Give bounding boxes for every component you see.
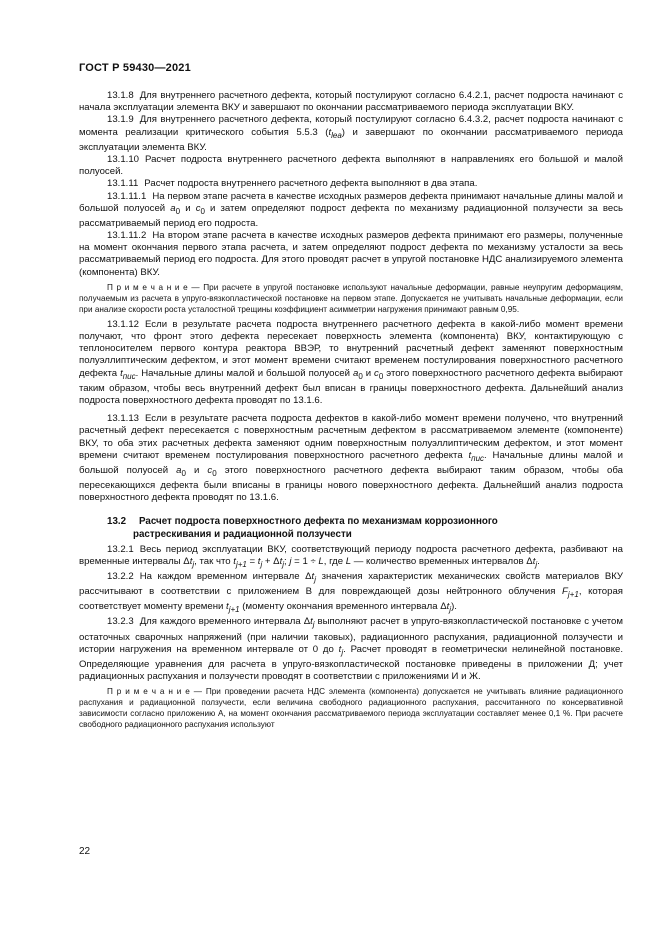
note-2 [79, 686, 623, 730]
paragraph-13-1-9 [79, 114, 623, 154]
clause-number: 13.1.10 [107, 153, 140, 165]
symbol-subscript: lea [331, 130, 342, 140]
clause-number: 13.1.11 [107, 178, 139, 190]
symbol-subscript: j+1 [228, 605, 240, 615]
symbol: t [226, 601, 229, 613]
paragraph-text: Для внутреннего расчетного дефекта, который постулируют согласно 6.4.2.1, расчет подроста начинают с начала эксплуатации элемента ВКУ и завершают по окончании рассматриваемого периода эксплуатации ВКУ. [79, 90, 623, 114]
paragraph-13-1-10 [79, 154, 623, 178]
symbol: t [233, 556, 236, 568]
paragraph-text: На каждом временном интервале Δ [139, 571, 312, 583]
symbol: t [279, 556, 283, 568]
paragraph-text: Если в результате расчета подроста дефектов в какой-либо момент времени получено, что внутренний расчетный дефект пересекается с поверхностным расчетным дефектом в рассматриваемом элементе (компоненте) ВКУ, то оба этих расчетных дефекта заменяют одним поверхностным полуэллиптическим дефектом, и этот момент времени считают временем постулирования поверхностного расчетного дефекта [79, 413, 623, 461]
paragraph-13-2-1 [79, 544, 623, 571]
symbol: c [195, 202, 201, 214]
paragraph-text: = [246, 556, 258, 568]
symbol: t [446, 601, 450, 613]
paragraph-text: (моменту окончания временного интервала Δ [239, 601, 447, 613]
symbol: F [562, 586, 568, 598]
symbol: c [374, 367, 379, 379]
paragraph-text: — количество временных интервалов Δ [351, 556, 533, 568]
paragraph-text: . Расчет проводят в геометрически нелинейной постановке. Определяющие уравнения для расчета в упруго-вязкопластической постановке приведены в приложении Д; учет радиационных распухания и ползучести проводят в соответствии с приложениями И и Ж. [79, 643, 623, 683]
clause-number: 13.1.9 [107, 114, 134, 126]
paragraph-text: Весь период эксплуатации ВКУ, соответствующий периоду подроста расчетного дефекта, разбивают на временные интервалы Δ [79, 543, 623, 568]
note-label: П р и м е ч а н и е [107, 282, 188, 292]
paragraph-text: и [362, 367, 375, 379]
symbol: L [345, 556, 352, 568]
paragraph-text: ; [284, 556, 290, 568]
paragraph-text: , где [323, 556, 346, 568]
paragraph-text: ). [451, 601, 457, 613]
symbol: t [257, 556, 261, 568]
symbol-subscript: 0 [181, 468, 186, 478]
clause-number: 13.2.3 [107, 616, 134, 628]
symbol-subscript: 0 [200, 206, 205, 216]
symbol: L [318, 556, 324, 568]
paragraph-text: выполняют расчет в упруго-вязкопластической постановке с учетом остаточных сварочных напряжений (при наличии таковых), радиационного распухания, радиационной ползучести и истории нагружения на временном интервале от 0 до [79, 616, 623, 655]
symbol: t [311, 571, 315, 583]
paragraph-text: = 1 ÷ [291, 556, 319, 568]
symbol: a [176, 464, 182, 476]
clause-number: 13.2.2 [107, 571, 134, 583]
symbol-subscript: j [282, 559, 285, 569]
paragraph-text: Для каждого временного интервала Δ [139, 616, 311, 628]
note-text: — При проведении расчета НДС элемента (компонента) допускается не учитывать влияние радиационного распухания и радиационной ползучести, если величина свободного радиационного распухания, рассчитанного по консервативной зависимости согласно приложению А, на момент окончания рассматриваемого периода эксплуатации составляет менее 0,1 %. При расчете свободного радиационного распухания используют [79, 687, 624, 730]
symbol-subscript: j [535, 559, 538, 569]
paragraph-13-2-3 [79, 616, 623, 683]
paragraph-13-1-8 [79, 90, 623, 114]
symbol-subscript: 0 [358, 371, 363, 381]
symbol-subscript: пис [122, 371, 136, 381]
symbol: t [328, 126, 332, 138]
note-label: П р и м е ч а н и е [107, 687, 190, 697]
symbol: a [170, 202, 176, 214]
paragraph-text: этого поверхностного расчетного дефекта выбирают таким образом, чтобы весь внутренний дефект был вписан в границы поверхностного дефекта. Дальнейший анализ подроста поверхностного дефекта проводят по 13.1.6. [79, 367, 623, 406]
page-body [79, 90, 623, 734]
symbol-subscript: 0 [212, 468, 217, 478]
paragraph-text: Расчет подроста внутреннего расчетного дефекта выполняют в направлениях его большой и малой полуосей. [79, 153, 623, 178]
document-header: ГОСТ Р 59430—2021 [79, 62, 191, 74]
symbol-subscript: j+1 [235, 559, 247, 569]
symbol-subscript: j [449, 605, 452, 615]
symbol: t [189, 556, 193, 568]
clause-number: 13.2.1 [107, 543, 134, 555]
paragraph-text: , так что [194, 556, 234, 568]
symbol-subscript: пис [471, 453, 485, 463]
paragraph-13-1-11-1 [79, 191, 623, 231]
symbol: j [289, 556, 292, 568]
paragraph-13-1-11 [79, 178, 623, 190]
paragraph-text: Расчет подроста внутреннего расчетного дефекта выполняют в два этапа. [144, 178, 478, 190]
clause-number: 13.1.12 [107, 318, 140, 330]
symbol: t [120, 367, 123, 379]
symbol: t [338, 643, 342, 655]
paragraph-text: и [185, 464, 208, 476]
paragraph-13-1-11-2 [79, 230, 623, 279]
paragraph-text: ) и завершают по окончании рассматриваемого периода эксплуатации элемента ВКУ. [79, 126, 623, 153]
paragraph-text: и [180, 202, 196, 214]
paragraph-text: этого поверхностного расчетного дефекта выбирают таким образом, чтобы оба пересекающихся дефекта были вписаны в границы нового поверхностного дефекта. Дальнейший анализ подроста поверхностного дефекта проводят по 13.1.6. [79, 464, 624, 504]
paragraph-text: , которая соответствует моменту времени [79, 586, 624, 613]
paragraph-text: . [537, 556, 540, 568]
symbol-subscript: 0 [378, 371, 384, 381]
clause-number: 13.1.11.2 [107, 230, 147, 242]
paragraph-13-1-13 [79, 413, 623, 504]
symbol: a [352, 367, 359, 379]
paragraph-text: Для внутреннего расчетного дефекта, который постулируют согласно 6.4.3.2, расчет подроста начинают с момента реализации критического события 5.5.3 ( [79, 114, 623, 138]
clause-number: 13.1.13 [107, 413, 140, 425]
paragraph-text: + Δ [262, 556, 280, 568]
note-1 [79, 282, 623, 315]
page-number: 22 [79, 846, 91, 857]
paragraph-text: значения характеристик механических свойств материалов ВКУ рассчитывают в соответствии с приложением В для повреждающей дозы нейтронного облучения [79, 571, 624, 598]
symbol-subscript: j [260, 559, 263, 569]
symbol-subscript: j+1 [567, 590, 579, 600]
paragraph-text: . Начальные длины малой и большой полуосей [79, 449, 623, 476]
symbol: t [468, 449, 472, 461]
clause-number: 13.1.11.1 [107, 190, 147, 202]
section-title-line2: растрескивания и радиационной ползучести [133, 528, 352, 540]
paragraph-text: и затем определяют подрост дефекта по механизму радиационной ползучести за весь рассматриваемый период его подроста. [79, 202, 623, 229]
note-text: — При расчете в упругой постановке используют начальные деформации, равные неупругим деформациям, получаемым из расчета в упруго-вязкопластической постановке на первом этапе. Допускается не учитывать начальные деформации, если при анализе скорости роста усталостной трещины коэффициент асимметрии нагружения принимают равным 0,95. [79, 282, 623, 314]
paragraph-text: Если в результате расчета подроста внутреннего расчетного дефекта в какой-либо момент времени получают, что фронт этого дефекта пересекает поверхность элемента (компонента) ВКУ, контактирующую с теплоносителем первого контура реактора ВВЭР, то внутренний расчетный дефект заменяют поверхностным полуэллиптическим дефектом, и этот момент времени считают временем постулирования поверхностного расчетного дефекта [79, 318, 623, 379]
symbol-subscript: j [314, 575, 316, 585]
symbol-subscript: j [192, 559, 195, 569]
paragraph-13-2-2 [79, 571, 623, 616]
paragraph-text: На первом этапе расчета в качестве исходных размеров дефекта принимают начальные длины малой и большой полуосей [79, 190, 623, 214]
section-title-line1: Расчет подроста поверхностного дефекта по механизмам коррозионного [139, 516, 498, 528]
symbol: t [310, 616, 313, 628]
section-number: 13.2 [107, 516, 127, 528]
symbol-subscript: j [341, 647, 344, 657]
symbol-subscript: j [312, 620, 315, 630]
section-heading-13-2 [79, 516, 623, 540]
symbol-subscript: 0 [175, 206, 181, 216]
clause-number: 13.1.8 [107, 90, 134, 101]
paragraph-text: На втором этапе расчета в качестве исходных размеров дефекта принимают его размеры, полученные на момент окончания первого этапа расчета, и затем определяют подрост дефекта по механизму усталости за весь рассматриваемый период его подроста. Для этого проводят расчет в упругой постановке НДС анализируемого элемента (компонента) ВКУ. [79, 230, 623, 278]
symbol: c [207, 464, 213, 476]
symbol: t [532, 556, 536, 568]
paragraph-text: . Начальные длины малой и большой полуосей [135, 367, 353, 379]
paragraph-13-1-12 [79, 319, 623, 407]
